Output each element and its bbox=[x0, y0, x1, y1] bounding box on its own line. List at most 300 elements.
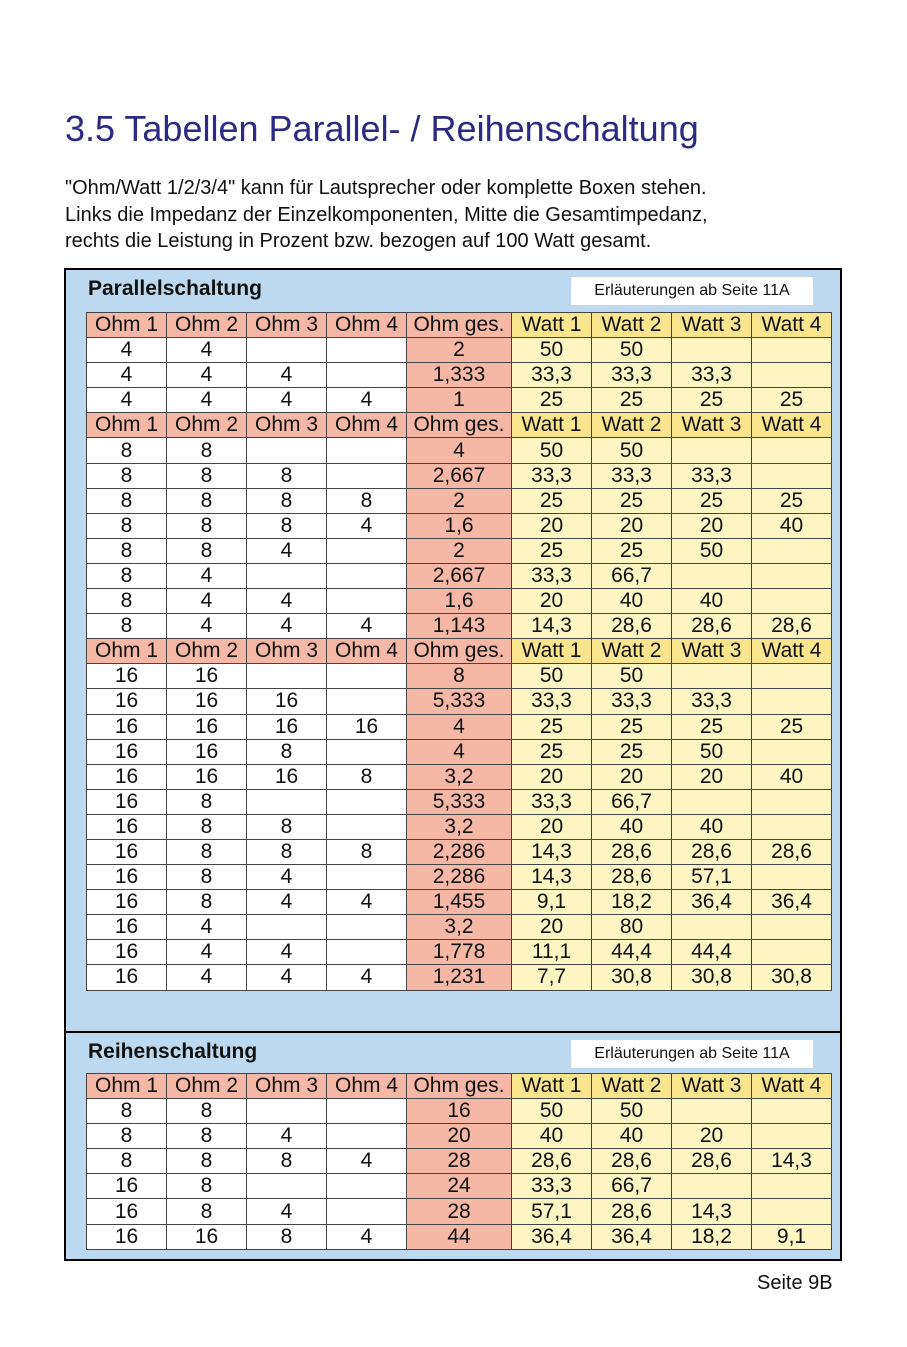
table-cell: 4 bbox=[167, 363, 247, 388]
table-cell: 16 bbox=[87, 689, 167, 714]
table-cell: 4 bbox=[87, 388, 167, 413]
table-cell: 28,6 bbox=[752, 614, 832, 639]
table-cell: 14,3 bbox=[672, 1199, 752, 1224]
column-header: Ohm 3 bbox=[247, 639, 327, 664]
table-cell: 4 bbox=[167, 338, 247, 363]
table-cell: 8 bbox=[167, 1199, 247, 1224]
table-cell: 20 bbox=[672, 764, 752, 789]
series-section bbox=[66, 1031, 840, 1261]
table-cell: 8 bbox=[87, 463, 167, 488]
table-cell: 25 bbox=[592, 538, 672, 563]
table-cell bbox=[752, 1124, 832, 1149]
table-cell: 16 bbox=[167, 714, 247, 739]
table-cell: 3,2 bbox=[407, 915, 512, 940]
table-cell: 20 bbox=[672, 513, 752, 538]
table-cell: 4 bbox=[247, 589, 327, 614]
table-cell bbox=[327, 463, 407, 488]
table-cell: 8 bbox=[167, 538, 247, 563]
table-cell: 20 bbox=[512, 589, 592, 614]
table-cell bbox=[327, 589, 407, 614]
table-row bbox=[87, 614, 832, 639]
table-cell: 20 bbox=[592, 764, 672, 789]
intro-line: rechts die Leistung in Prozent bzw. bezogen auf 100 Watt gesamt. bbox=[65, 230, 652, 252]
table-cell bbox=[247, 915, 327, 940]
table-cell: 16 bbox=[87, 890, 167, 915]
table-cell: 50 bbox=[672, 739, 752, 764]
column-header: Watt 2 bbox=[592, 313, 672, 338]
table-cell: 16 bbox=[247, 714, 327, 739]
table-cell: 25 bbox=[512, 388, 592, 413]
table-cell: 8 bbox=[167, 1174, 247, 1199]
table-cell: 28 bbox=[407, 1149, 512, 1174]
table-cell: 8 bbox=[167, 463, 247, 488]
table-cell bbox=[752, 438, 832, 463]
table-cell: 16 bbox=[87, 839, 167, 864]
table-cell: 4 bbox=[327, 890, 407, 915]
table-cell bbox=[247, 789, 327, 814]
table-cell: 3,2 bbox=[407, 764, 512, 789]
table-cell: 20 bbox=[407, 1124, 512, 1149]
table-cell: 30,8 bbox=[592, 965, 672, 990]
table-row bbox=[87, 538, 832, 563]
table-cell: 4 bbox=[327, 614, 407, 639]
table-row bbox=[87, 739, 832, 764]
table-cell: 1,6 bbox=[407, 513, 512, 538]
table-cell: 4 bbox=[247, 865, 327, 890]
column-header: Watt 4 bbox=[752, 313, 832, 338]
table-cell bbox=[672, 338, 752, 363]
column-header: Ohm ges. bbox=[407, 313, 512, 338]
table-cell: 33,3 bbox=[512, 563, 592, 588]
table-cell bbox=[752, 789, 832, 814]
table-cell bbox=[672, 1174, 752, 1199]
table-cell: 4 bbox=[167, 965, 247, 990]
table-cell bbox=[327, 865, 407, 890]
table-row bbox=[87, 814, 832, 839]
table-cell bbox=[247, 338, 327, 363]
table-cell: 25 bbox=[672, 714, 752, 739]
table-cell: 4 bbox=[167, 563, 247, 588]
table-cell: 25 bbox=[752, 488, 832, 513]
table-cell: 1,455 bbox=[407, 890, 512, 915]
table-cell bbox=[752, 1174, 832, 1199]
table-cell: 66,7 bbox=[592, 563, 672, 588]
intro-line: "Ohm/Watt 1/2/3/4" kann für Lautsprecher oder komplette Boxen stehen. bbox=[65, 177, 707, 199]
table-cell: 5,333 bbox=[407, 689, 512, 714]
table-cell: 16 bbox=[87, 739, 167, 764]
table-cell: 20 bbox=[672, 1124, 752, 1149]
table-cell: 50 bbox=[512, 1099, 592, 1124]
table-header-row bbox=[87, 313, 832, 338]
table-cell: 16 bbox=[87, 664, 167, 689]
table-cell: 8 bbox=[327, 488, 407, 513]
column-header: Watt 2 bbox=[592, 639, 672, 664]
table-cell: 16 bbox=[167, 739, 247, 764]
table-cell: 8 bbox=[167, 839, 247, 864]
table-row bbox=[87, 664, 832, 689]
column-header: Ohm 1 bbox=[87, 413, 167, 438]
table-cell: 28,6 bbox=[672, 1149, 752, 1174]
table-cell bbox=[752, 689, 832, 714]
table-cell: 40 bbox=[512, 1124, 592, 1149]
column-header: Watt 3 bbox=[672, 313, 752, 338]
table-cell: 16 bbox=[167, 664, 247, 689]
table-cell: 25 bbox=[512, 538, 592, 563]
table-cell bbox=[752, 814, 832, 839]
table-cell: 1,143 bbox=[407, 614, 512, 639]
table-cell: 8 bbox=[167, 513, 247, 538]
table-row bbox=[87, 1224, 832, 1249]
table-cell: 4 bbox=[167, 589, 247, 614]
table-cell: 4 bbox=[327, 388, 407, 413]
table-cell: 2,667 bbox=[407, 563, 512, 588]
table-cell bbox=[752, 338, 832, 363]
table-cell: 8 bbox=[87, 538, 167, 563]
table-cell: 8 bbox=[247, 814, 327, 839]
table-cell: 16 bbox=[247, 764, 327, 789]
parallel-section bbox=[66, 270, 840, 1031]
table-cell: 30,8 bbox=[672, 965, 752, 990]
page-title: 3.5 Tabellen Parallel- / Reihenschaltung bbox=[65, 108, 699, 149]
table-cell: 4 bbox=[247, 890, 327, 915]
table-cell: 28,6 bbox=[592, 1199, 672, 1224]
table-cell: 4 bbox=[167, 940, 247, 965]
column-header: Ohm 1 bbox=[87, 639, 167, 664]
table-row bbox=[87, 589, 832, 614]
table-cell: 4 bbox=[247, 388, 327, 413]
table-cell: 4 bbox=[407, 739, 512, 764]
table-cell: 2 bbox=[407, 488, 512, 513]
column-header: Watt 3 bbox=[672, 413, 752, 438]
column-header: Ohm ges. bbox=[407, 413, 512, 438]
table-cell: 9,1 bbox=[512, 890, 592, 915]
page-number: Seite 9B bbox=[757, 1272, 833, 1294]
table-cell: 28,6 bbox=[592, 614, 672, 639]
table-cell: 8 bbox=[247, 1149, 327, 1174]
table-cell: 33,3 bbox=[672, 689, 752, 714]
table-cell: 20 bbox=[512, 915, 592, 940]
table-cell: 14,3 bbox=[512, 839, 592, 864]
table-cell: 66,7 bbox=[592, 789, 672, 814]
table-cell bbox=[327, 538, 407, 563]
table-cell bbox=[752, 538, 832, 563]
column-header: Ohm 4 bbox=[327, 313, 407, 338]
table-row bbox=[87, 513, 832, 538]
table-cell: 4 bbox=[327, 513, 407, 538]
table-cell: 8 bbox=[167, 1124, 247, 1149]
column-header: Ohm 1 bbox=[87, 1074, 167, 1099]
table-row bbox=[87, 915, 832, 940]
table-cell: 66,7 bbox=[592, 1174, 672, 1199]
table-cell: 40 bbox=[752, 764, 832, 789]
table-cell: 16 bbox=[87, 965, 167, 990]
table-cell: 4 bbox=[327, 1149, 407, 1174]
table-row bbox=[87, 714, 832, 739]
column-header: Watt 1 bbox=[512, 639, 592, 664]
column-header: Ohm 2 bbox=[167, 313, 247, 338]
column-header: Ohm 2 bbox=[167, 413, 247, 438]
table-cell: 8 bbox=[167, 865, 247, 890]
table-cell bbox=[752, 463, 832, 488]
column-header: Ohm 3 bbox=[247, 413, 327, 438]
intro-text bbox=[65, 175, 708, 255]
table-cell: 7,7 bbox=[512, 965, 592, 990]
table-cell bbox=[672, 915, 752, 940]
table-cell bbox=[327, 689, 407, 714]
table-row bbox=[87, 764, 832, 789]
table-cell bbox=[672, 664, 752, 689]
table-cell: 4 bbox=[87, 338, 167, 363]
table-cell: 25 bbox=[512, 714, 592, 739]
table-cell: 50 bbox=[512, 438, 592, 463]
table-cell: 44,4 bbox=[592, 940, 672, 965]
table-row bbox=[87, 839, 832, 864]
table-row bbox=[87, 865, 832, 890]
column-header: Watt 3 bbox=[672, 639, 752, 664]
table-cell: 8 bbox=[247, 488, 327, 513]
table-cell: 28,6 bbox=[592, 839, 672, 864]
table-cell: 28,6 bbox=[672, 614, 752, 639]
table-cell: 4 bbox=[407, 438, 512, 463]
table-cell: 16 bbox=[87, 714, 167, 739]
table-cell: 9,1 bbox=[752, 1224, 832, 1249]
table-row bbox=[87, 338, 832, 363]
table-cell: 50 bbox=[592, 1099, 672, 1124]
table-cell: 1,6 bbox=[407, 589, 512, 614]
table-cell: 8 bbox=[167, 1149, 247, 1174]
table-cell: 25 bbox=[592, 739, 672, 764]
table-cell bbox=[327, 438, 407, 463]
table-cell bbox=[247, 563, 327, 588]
table-cell bbox=[247, 438, 327, 463]
table-cell: 8 bbox=[87, 589, 167, 614]
table-cell: 40 bbox=[672, 814, 752, 839]
table-cell: 8 bbox=[167, 1099, 247, 1124]
table-cell bbox=[327, 1124, 407, 1149]
table-cell: 16 bbox=[87, 865, 167, 890]
table-cell: 40 bbox=[592, 589, 672, 614]
column-header: Watt 1 bbox=[512, 313, 592, 338]
table-cell: 50 bbox=[592, 664, 672, 689]
table-cell: 8 bbox=[87, 1124, 167, 1149]
table-cell: 16 bbox=[327, 714, 407, 739]
table-cell: 57,1 bbox=[672, 865, 752, 890]
table-cell: 4 bbox=[247, 363, 327, 388]
table-cell bbox=[752, 915, 832, 940]
table-cell: 40 bbox=[592, 814, 672, 839]
table-row bbox=[87, 463, 832, 488]
table-cell: 4 bbox=[327, 1224, 407, 1249]
table-cell: 14,3 bbox=[512, 865, 592, 890]
parallel-table bbox=[86, 312, 832, 991]
table-cell: 33,3 bbox=[592, 689, 672, 714]
table-cell: 16 bbox=[87, 814, 167, 839]
table-cell: 25 bbox=[672, 388, 752, 413]
table-cell: 14,3 bbox=[752, 1149, 832, 1174]
table-cell: 16 bbox=[167, 1224, 247, 1249]
table-cell: 11,1 bbox=[512, 940, 592, 965]
intro-line: Links die Impedanz der Einzelkomponenten, Mitte die Gesamtimpedanz, bbox=[65, 203, 708, 226]
column-header: Watt 3 bbox=[672, 1074, 752, 1099]
table-cell: 25 bbox=[752, 388, 832, 413]
table-row bbox=[87, 488, 832, 513]
table-row bbox=[87, 363, 832, 388]
table-cell: 25 bbox=[672, 488, 752, 513]
table-row bbox=[87, 940, 832, 965]
table-cell: 50 bbox=[512, 338, 592, 363]
table-cell: 16 bbox=[247, 689, 327, 714]
table-cell bbox=[327, 1174, 407, 1199]
table-cell: 25 bbox=[592, 714, 672, 739]
column-header: Watt 1 bbox=[512, 1074, 592, 1099]
table-cell: 8 bbox=[327, 839, 407, 864]
column-header: Ohm 3 bbox=[247, 1074, 327, 1099]
table-cell: 16 bbox=[87, 1224, 167, 1249]
table-cell: 20 bbox=[512, 814, 592, 839]
table-cell: 8 bbox=[167, 814, 247, 839]
table-cell: 4 bbox=[247, 965, 327, 990]
table-cell: 20 bbox=[592, 513, 672, 538]
column-header: Watt 4 bbox=[752, 639, 832, 664]
column-header: Ohm ges. bbox=[407, 1074, 512, 1099]
table-cell bbox=[672, 1099, 752, 1124]
column-header: Ohm 4 bbox=[327, 413, 407, 438]
table-cell bbox=[327, 664, 407, 689]
table-cell: 25 bbox=[512, 739, 592, 764]
table-cell: 8 bbox=[247, 1224, 327, 1249]
column-header: Ohm 3 bbox=[247, 313, 327, 338]
table-cell: 33,3 bbox=[512, 363, 592, 388]
table-cell bbox=[752, 865, 832, 890]
table-cell: 16 bbox=[87, 1199, 167, 1224]
table-cell bbox=[327, 363, 407, 388]
table-cell: 28,6 bbox=[672, 839, 752, 864]
table-cell: 33,3 bbox=[672, 363, 752, 388]
table-cell: 1,333 bbox=[407, 363, 512, 388]
table-cell: 36,4 bbox=[592, 1224, 672, 1249]
table-cell: 5,333 bbox=[407, 789, 512, 814]
table-cell: 4 bbox=[247, 1124, 327, 1149]
table-cell: 44,4 bbox=[672, 940, 752, 965]
table-row bbox=[87, 789, 832, 814]
series-note: Erläuterungen ab Seite 11A bbox=[571, 1040, 813, 1068]
table-cell bbox=[672, 563, 752, 588]
table-cell: 2,667 bbox=[407, 463, 512, 488]
table-cell: 33,3 bbox=[592, 363, 672, 388]
table-cell: 2,286 bbox=[407, 839, 512, 864]
table-cell: 8 bbox=[407, 664, 512, 689]
table-row bbox=[87, 1149, 832, 1174]
column-header: Ohm ges. bbox=[407, 639, 512, 664]
table-cell: 8 bbox=[247, 839, 327, 864]
table-cell bbox=[752, 563, 832, 588]
table-cell bbox=[672, 789, 752, 814]
table-cell bbox=[752, 940, 832, 965]
table-cell: 4 bbox=[87, 363, 167, 388]
table-cell: 4 bbox=[407, 714, 512, 739]
table-cell: 28 bbox=[407, 1199, 512, 1224]
table-cell: 16 bbox=[87, 1174, 167, 1199]
table-cell: 40 bbox=[672, 589, 752, 614]
table-cell: 4 bbox=[247, 1199, 327, 1224]
table-cell bbox=[752, 589, 832, 614]
column-header: Watt 1 bbox=[512, 413, 592, 438]
table-cell: 2 bbox=[407, 538, 512, 563]
table-row bbox=[87, 1174, 832, 1199]
column-header: Watt 2 bbox=[592, 1074, 672, 1099]
table-cell: 2 bbox=[407, 338, 512, 363]
table-header-row bbox=[87, 413, 832, 438]
table-header-row bbox=[87, 639, 832, 664]
table-cell: 28,6 bbox=[752, 839, 832, 864]
table-cell: 33,3 bbox=[512, 463, 592, 488]
table-cell: 3,2 bbox=[407, 814, 512, 839]
table-cell: 4 bbox=[247, 538, 327, 563]
table-cell: 14,3 bbox=[512, 614, 592, 639]
table-cell: 4 bbox=[167, 614, 247, 639]
column-header: Ohm 2 bbox=[167, 1074, 247, 1099]
table-cell bbox=[672, 438, 752, 463]
table-cell: 33,3 bbox=[592, 463, 672, 488]
table-cell: 8 bbox=[87, 614, 167, 639]
table-cell bbox=[327, 940, 407, 965]
table-cell bbox=[247, 1174, 327, 1199]
table-cell: 8 bbox=[87, 513, 167, 538]
table-cell: 4 bbox=[167, 388, 247, 413]
table-cell: 24 bbox=[407, 1174, 512, 1199]
table-cell: 8 bbox=[87, 1149, 167, 1174]
table-cell: 80 bbox=[592, 915, 672, 940]
table-row bbox=[87, 689, 832, 714]
table-cell bbox=[327, 915, 407, 940]
table-row bbox=[87, 1124, 832, 1149]
table-cell: 18,2 bbox=[672, 1224, 752, 1249]
table-cell: 4 bbox=[247, 614, 327, 639]
series-title: Reihenschaltung bbox=[88, 1040, 258, 1063]
table-cell: 30,8 bbox=[752, 965, 832, 990]
table-cell: 4 bbox=[167, 915, 247, 940]
table-cell: 8 bbox=[167, 789, 247, 814]
table-cell: 16 bbox=[87, 940, 167, 965]
table-cell: 28,6 bbox=[512, 1149, 592, 1174]
table-cell: 36,4 bbox=[752, 890, 832, 915]
table-cell: 50 bbox=[592, 338, 672, 363]
table-cell: 8 bbox=[167, 890, 247, 915]
table-cell bbox=[247, 664, 327, 689]
table-cell bbox=[752, 1199, 832, 1224]
table-cell bbox=[327, 739, 407, 764]
table-cell bbox=[327, 814, 407, 839]
table-cell: 8 bbox=[87, 438, 167, 463]
table-cell bbox=[752, 1099, 832, 1124]
table-cell: 33,3 bbox=[512, 789, 592, 814]
table-cell: 8 bbox=[247, 513, 327, 538]
column-header: Ohm 4 bbox=[327, 639, 407, 664]
table-cell bbox=[247, 1099, 327, 1124]
table-cell: 33,3 bbox=[512, 689, 592, 714]
table-cell: 1,778 bbox=[407, 940, 512, 965]
table-cell: 25 bbox=[512, 488, 592, 513]
table-cell: 33,3 bbox=[512, 1174, 592, 1199]
table-cell: 33,3 bbox=[672, 463, 752, 488]
column-header: Watt 4 bbox=[752, 1074, 832, 1099]
table-cell bbox=[327, 1099, 407, 1124]
table-cell: 4 bbox=[247, 940, 327, 965]
table-row bbox=[87, 388, 832, 413]
table-cell: 25 bbox=[592, 388, 672, 413]
table-cell: 18,2 bbox=[592, 890, 672, 915]
table-cell: 40 bbox=[592, 1124, 672, 1149]
